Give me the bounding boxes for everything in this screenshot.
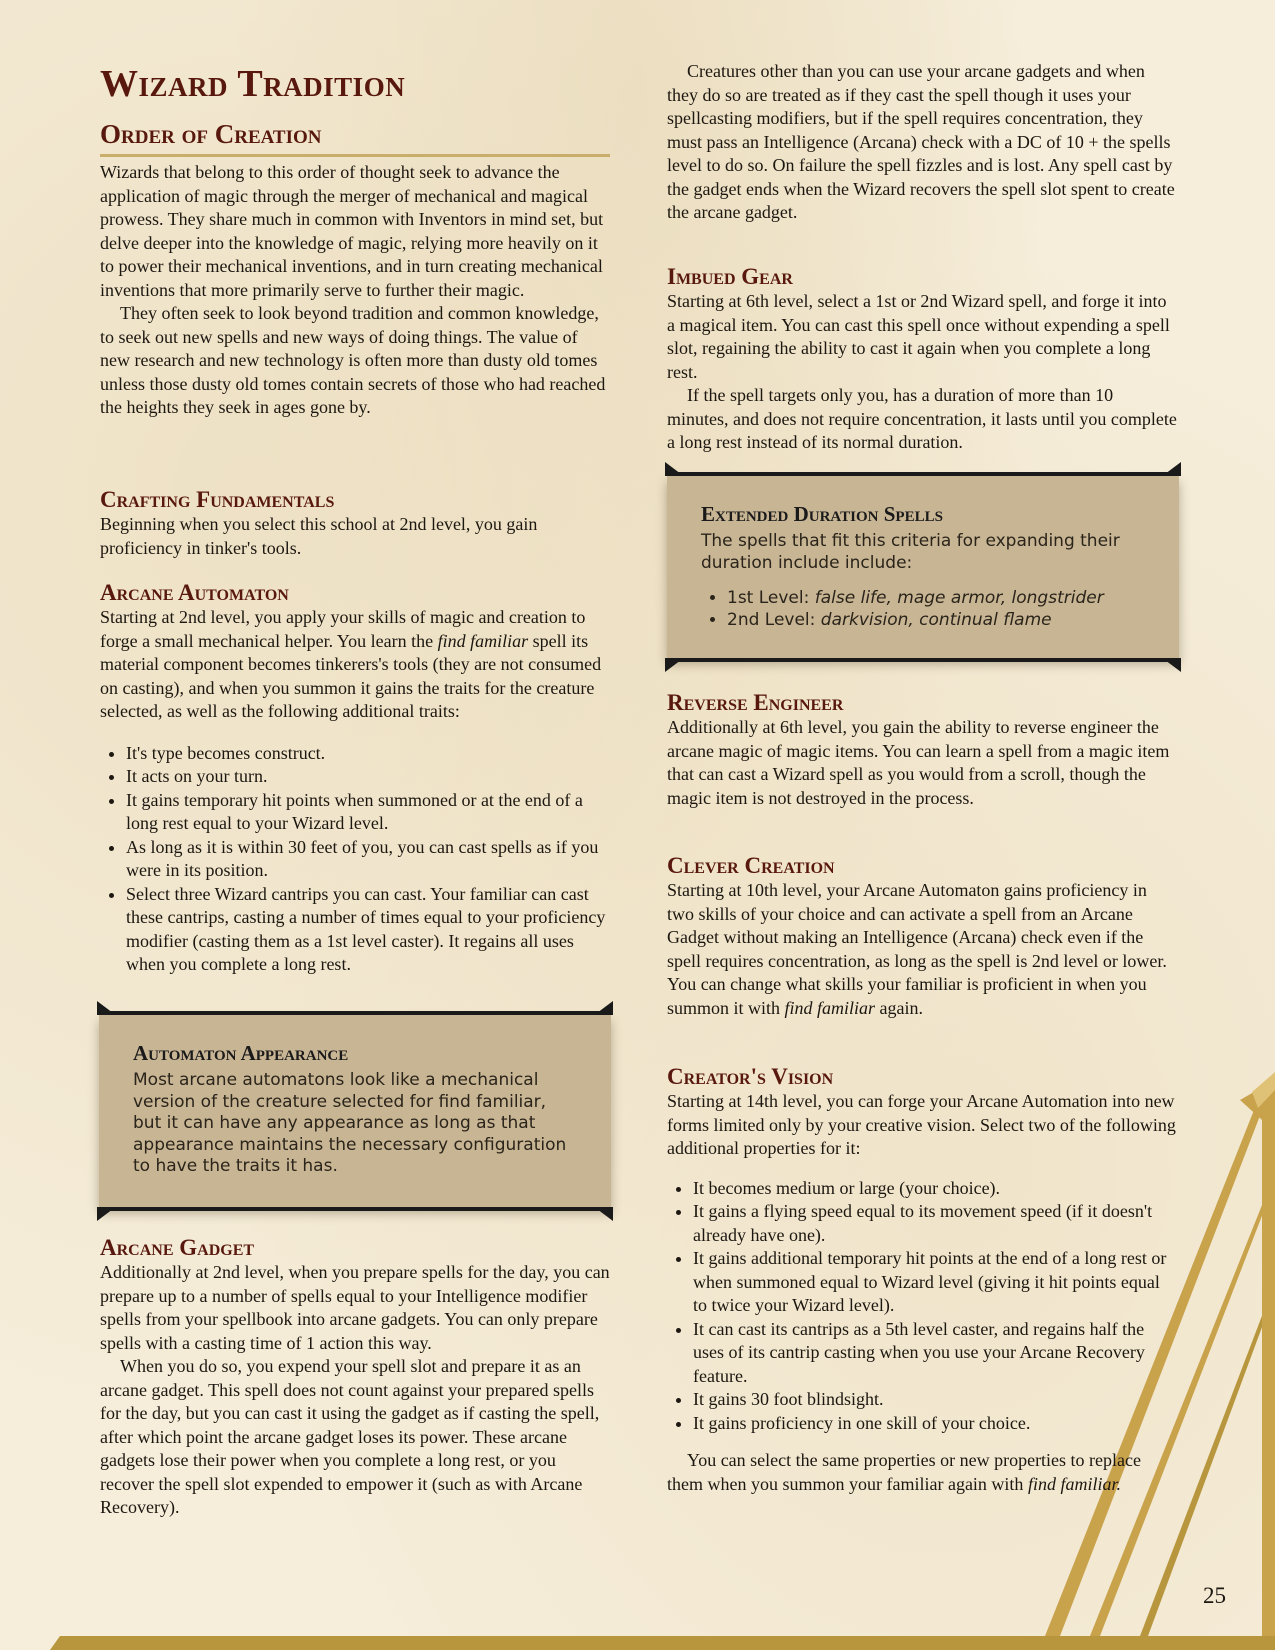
note-heading: Extended Duration Spells [701,502,943,526]
crafting-heading: Crafting Fundamentals [100,487,335,512]
imbued-gear-section [667,264,1177,455]
clever-creation-section [667,853,1177,1020]
list-item: • Select three Wizard cantrips you can cast. Your familiar can cast these cantrips, casting a number of times equal to your proficiency modifier (casting them as a 1st level caster). It regains all uses when you complete a long rest. [126,883,610,977]
gadget-heading: Arcane Gadget [100,1235,255,1260]
intro-paragraph-1: Wizards that belong to this order of thought seek to advance the application of magic through the merger of mechanical and magical prowess. They share much in common with Inventors in mind set, but delve deeper into the knowledge of magic, relying more heavily on it to power their mechanical inventions, and in turn creating mechanical inventions that more primarily serve to further their magic. [100,162,604,300]
vision-text: Starting at 14th level, you can forge your Arcane Automation into new forms limited only by your creative vision. Select two of the following additional properties for it: [667,1091,1176,1159]
section-heading-order-of-creation: Order of Creation [100,118,610,157]
list-item: • It acts on your turn. [126,765,610,789]
clever-text: Starting at 10th level, your Arcane Automaton gains proficiency in two skills of your choice and can activate a spell from an Arcane Gadget without making an Intelligence (Arcana) check even if the spell requires concentration, as long as the spell is 2nd level or lower. You can change what skills your familiar is proficient in when you summon it with find familiar again. [667,880,1167,1018]
clever-spell-name: find familiar [784,997,876,1018]
imbued-paragraph-2: If the spell targets only you, has a duration of more than 10 minutes, and does not require concentration, it lasts until you complete a long rest instead of its normal duration. [667,385,1177,453]
list-item: • It gains additional temporary hit points at the end of a long rest or when summoned equal to Wizard level (giving it hit points equal to twice your Wizard level). [693,1247,1177,1318]
vision-closing: You can select the same properties or new properties to replace them when you summon your familiar again with find familiar. [667,1450,1142,1494]
list-item: • It gains 30 foot blindsight. [693,1388,1177,1412]
list-item: • It's type becomes construct. [126,742,610,766]
list-item: • It becomes medium or large (your choice). [693,1177,1177,1201]
list-item: • It gains temporary hit points when summoned or at the end of a long rest equal to your Wizard level. [126,789,610,836]
page-title: Wizard Tradition [100,63,406,105]
automaton-appearance-note [99,1015,611,1207]
gadget-continued [667,60,1177,225]
intro-text [100,161,610,420]
automaton-text-b: spell its material component becomes tinkerers's tools (they are not consumed on casting), and when you summon it gains the traits for the creature selected, as well as the following additional traits: [100,630,602,722]
vision-properties-list [667,1177,1177,1436]
gadget-paragraph-3: Creatures other than you can use your arcane gadgets and when they do so are treated as if they cast the spell though it uses your spellcasting modifiers, but if the spell requires concentration, they must pass an Intelligence (Arcana) check with a DC of 10 + the spells level to do so. On failure the spell fizzles and is lost. Any spell cast by the gadget ends when the Wizard recovers the spell slot spent to create the arcane gadget. [667,61,1175,222]
clever-heading: Clever Creation [667,853,835,878]
reverse-text: Additionally at 6th level, you gain the ability to reverse engineer the arcane magic of magic items. You can learn a spell from a magic item that can cast a Wizard spell as you would from a scroll, though the magic item is not destroyed in the process. [667,717,1170,808]
creators-vision-section [667,1064,1177,1496]
list-item: • It can cast its cantrips as a 5th level caster, and regains half the uses of its cantrip casting when you use your Arcane Recovery feature. [693,1318,1177,1389]
list-item: • It gains proficiency in one skill of your choice. [693,1412,1177,1436]
page-number: 25 [1203,1583,1226,1608]
reverse-engineer-section [667,690,1177,810]
vision-heading: Creator's Vision [667,1064,834,1089]
crafting-text: Beginning when you select this school at 2nd level, you gain proficiency in tinker's tools. [100,514,538,558]
gadget-paragraph-2: When you do so, you expend your spell slot and prepare it as an arcane gadget. This spell does not count against your prepared spells for the day, but you can cast it using the gadget as if casting the spell, after which point the arcane gadget loses its power. These arcane gadgets lose their power when you complete a long rest, or you recover the spell slot expended to empower it (such as with Arcane Recovery). [100,1356,600,1518]
note-text: The spells that fit this criteria for expanding their duration include include: [701,531,1120,573]
reverse-heading: Reverse Engineer [667,690,844,715]
vision-spell-name: find familiar. [1027,1473,1121,1494]
automaton-traits-list [100,742,610,977]
automaton-spell-name: find familiar [437,630,529,651]
note-heading: Automaton Appearance [133,1041,349,1065]
list-item: • 1st Level: false life, mage armor, longstrider [727,588,1145,610]
automaton-text-a: Starting at 2nd level, you apply your skills of magic and creation to forge a small mechanical helper. You learn the [100,607,586,651]
automaton-text [100,606,610,724]
crafting-fundamentals-section [100,487,610,560]
list-item: • It gains a flying speed equal to its movement speed (if it doesn't already have one). [693,1200,1177,1247]
intro-paragraph-2: They often seek to look beyond tradition and common knowledge, to seek out new spells and new ways of doing things. The value of new research and new technology is often more than dusty old tomes unless those dusty old tomes contain secrets of those who had reached the heights they seek in ages gone by. [100,303,606,417]
arcane-automaton-section [100,580,610,977]
list-item: • 2nd Level: darkvision, continual flame [727,610,1145,632]
gadget-paragraph-1: Additionally at 2nd level, when you prepare spells for the day, you can prepare up to a number of spells equal to your Intelligence modifier spells from your spellbook into arcane gadgets. You can only prepare spells with a casting time of 1 action this way. [100,1262,610,1353]
note-text: Most arcane automatons look like a mechanical version of the creature selected for find familiar, but it can have any appearance as long as that appearance maintains the necessary configuration to have the traits it has. [133,1070,567,1176]
spell-level-list [701,588,1145,631]
arcane-gadget-section [100,1235,610,1520]
imbued-paragraph-1: Starting at 6th level, select a 1st or 2nd Wizard spell, and forge it into a magical item. You can cast this spell once without expending a spell slot, regaining the ability to cast it again when you complete a long rest. [667,291,1170,382]
imbued-heading: Imbued Gear [667,264,793,289]
automaton-heading: Arcane Automaton [100,580,289,605]
list-item: • As long as it is within 30 feet of you, you can cast spells as if you were in its position. [126,836,610,883]
extended-duration-note [667,476,1179,658]
